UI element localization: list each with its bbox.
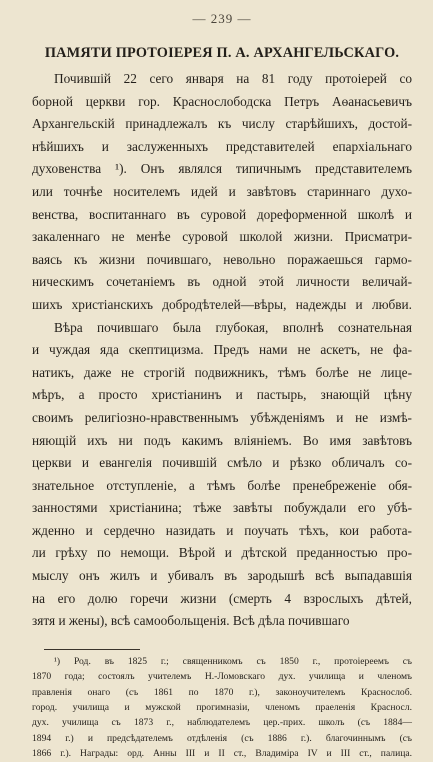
footnote-divider — [44, 649, 140, 650]
footnote-line: ¹) Род. въ 1825 г.; священникомъ съ 1850 г., протоіереемъ съ — [54, 655, 412, 667]
page-number: — 239 — — [192, 11, 252, 26]
footnote-line: 1866 г.). Награды: орд. Анны III и II ст., Владиміра IV и III ст., палица. — [32, 748, 412, 760]
body-text-line: ническимъ сочетаніемъ въ одной этой личности величай- — [32, 274, 412, 290]
body-text-line: зятя и жены), всѣ самообольщенія. Всѣ дѣла почившаго — [32, 613, 350, 629]
footnote-line: город. училища и мужской прогимназіи, членомъ праеленія Красносл. — [32, 702, 412, 714]
footnote — [32, 654, 412, 762]
body-text-line: на его долю горечи жизни (смерть 4 взрослыхъ дѣтей, — [32, 590, 412, 606]
body-text-line: шихъ христіанскихъ добродѣтелей—вѣры, надежды и любви. — [32, 296, 412, 312]
footnote-line: правленія онаго (съ 1861 по 1870 г.), законоучителемъ Краснослоб. — [32, 686, 412, 698]
body-text-line: мѣръ, а просто христіанинъ и пастырь, знающій цѣну — [32, 387, 412, 403]
body-text-line: занностями христіанина; тѣже завѣты побуждали его убѣ- — [32, 500, 412, 516]
footnote-line: 1870 года; состоялъ учителемъ Н.-Ломовскаго дух. училища и членомъ — [32, 671, 412, 683]
article-title: ПАМЯТИ ПРОТОІЕРЕЯ П. А. АРХАНГЕЛЬСКАГО. — [44, 45, 400, 61]
body-text-line: жденно и сердечно назидать и поучать тѣхъ, кои работа- — [32, 522, 412, 538]
body-text-line: няющій ихъ ни подъ какимъ вліяніемъ. Во имя завѣтовъ — [32, 432, 412, 448]
body-text-line: борной церкви гор. Краснослободска Петръ Аѳанасьевичъ — [32, 93, 412, 109]
body-text-line: или точнѣе носителемъ идей и завѣтовъ стариннаго духо- — [32, 183, 412, 199]
body-text-line: мыслу онъ жилъ и убивалъ въ зародышѣ всѣ выпадавшія — [32, 568, 412, 584]
body-text-line: ваясь къ жизни почившаго, невольно поражаешься гармо- — [32, 251, 412, 267]
document-page — [32, 10, 412, 762]
body-text-line: церкви и евангелія почившій смѣло и рѣзко обличалъ со- — [32, 455, 412, 471]
body-text-line: закаленнаго не менѣе суровой школой жизни. Присматри- — [32, 229, 412, 245]
body-text-line: натикъ, даже не строгій подвижникъ, тѣмъ болѣе не лице- — [32, 364, 412, 380]
body-text-line: Почившій 22 сего января на 81 году протоіерей со — [54, 71, 412, 86]
body-text-line: ли грѣху по немощи. Вѣрой и дѣтской преданностью про- — [32, 545, 412, 561]
body-text-line: нѣйшихъ и заслуженныхъ представителей епархіальнаго — [32, 138, 412, 154]
body-text-line: венства, воспитаннаго въ суровой дореформенной школѣ и — [32, 206, 412, 222]
body-text-line: знательное отступленіе, а тѣмъ болѣе пренебреженіе обя- — [32, 477, 412, 493]
body-text-line: своимъ религіозно-нравственнымъ убѣжденіямъ и не измѣ- — [32, 409, 412, 425]
footnote-line: дух. училища съ 1873 г., наблюдателемъ цер.-прих. школъ (съ 1884— — [32, 717, 412, 729]
footnote-line: 1894 г.) и предсѣдателемъ отдѣленія (съ 1886 г.). благочиннымъ (съ — [32, 732, 412, 744]
article-body — [32, 68, 412, 633]
body-text-line: и чуждая яда скептицизма. Предъ нами не аскетъ, не фа- — [32, 342, 412, 358]
body-text-line: Архангельскій принадлежалъ къ числу старѣйшихъ, достой- — [32, 116, 412, 132]
body-text-line: Вѣра почившаго была глубокая, вполнѣ сознательная — [54, 319, 412, 335]
body-text-line: духовенства ¹). Онъ являлся типичнымъ представителемъ — [32, 161, 412, 177]
